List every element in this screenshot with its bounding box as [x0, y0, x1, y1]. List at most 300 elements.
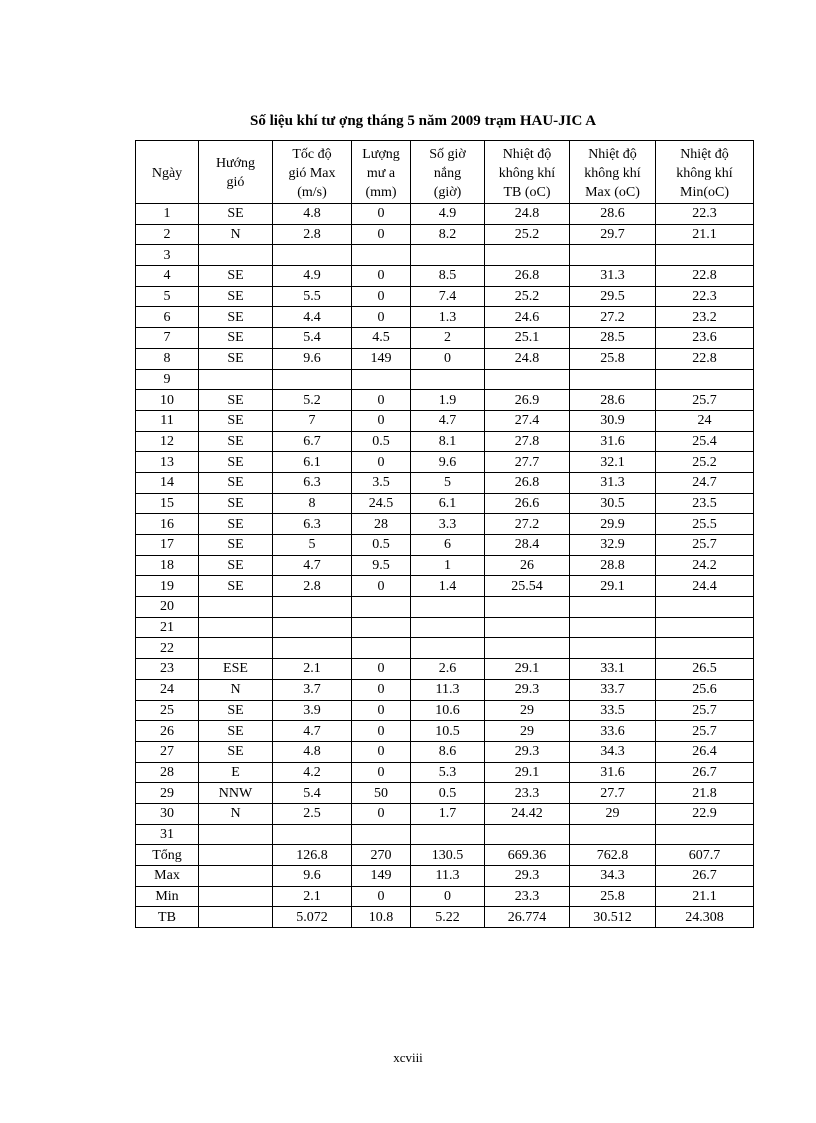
table-cell: 1 [411, 555, 485, 576]
table-cell: 27.7 [485, 452, 570, 473]
table-cell: 762.8 [570, 845, 656, 866]
table-cell: 29 [570, 803, 656, 824]
column-header-line: Nhiệt độ [588, 146, 637, 162]
table-cell: 9.6 [273, 348, 352, 369]
table-row [136, 514, 754, 535]
table-cell: 22 [136, 638, 199, 659]
table-cell: SE [199, 307, 273, 328]
table-cell [656, 638, 754, 659]
table-row [136, 286, 754, 307]
table-cell [485, 824, 570, 845]
table-cell: 24.8 [485, 204, 570, 225]
table-row [136, 576, 754, 597]
table-cell: 27.2 [485, 514, 570, 535]
table-cell: 1 [136, 204, 199, 225]
table-cell: N [199, 224, 273, 245]
table-cell: 5.4 [273, 783, 352, 804]
table-row [136, 741, 754, 762]
table-cell: SE [199, 721, 273, 742]
table-cell: 0 [352, 576, 411, 597]
table-cell [411, 617, 485, 638]
table-cell [656, 245, 754, 266]
table-cell: N [199, 803, 273, 824]
table-cell: 25 [136, 700, 199, 721]
table-cell: 0 [352, 679, 411, 700]
table-cell: 0 [352, 224, 411, 245]
column-header-line: không khí [584, 165, 641, 181]
table-cell [352, 597, 411, 618]
table-cell: 0 [352, 886, 411, 907]
table-cell: 29.3 [485, 679, 570, 700]
table-row [136, 783, 754, 804]
table-cell: 29.1 [485, 659, 570, 680]
table-cell: SE [199, 493, 273, 514]
table-row [136, 224, 754, 245]
table-cell: 6 [411, 535, 485, 556]
column-header-line: (m/s) [297, 184, 327, 200]
table-cell: 0 [352, 204, 411, 225]
table-cell: SE [199, 390, 273, 411]
table-cell: 25.7 [656, 700, 754, 721]
table-cell: 28.6 [570, 204, 656, 225]
table-cell: 28 [352, 514, 411, 535]
table-cell: 0 [352, 286, 411, 307]
table-cell: 3.3 [411, 514, 485, 535]
table-row [136, 555, 754, 576]
table-cell: 607.7 [656, 845, 754, 866]
table-cell: 27.2 [570, 307, 656, 328]
table-cell [485, 369, 570, 390]
table-row [136, 803, 754, 824]
page-number: xcviii [393, 1050, 423, 1065]
table-cell: 24.308 [656, 907, 754, 928]
column-header-line: Max (oC) [585, 184, 640, 200]
table-cell: 25.8 [570, 886, 656, 907]
table-cell: 12 [136, 431, 199, 452]
table-cell: 4.4 [273, 307, 352, 328]
table-cell [352, 369, 411, 390]
table-cell: 24.5 [352, 493, 411, 514]
column-header-line: (giờ) [433, 184, 462, 200]
table-row [136, 824, 754, 845]
table-cell: 0 [411, 886, 485, 907]
table-cell: 24 [656, 410, 754, 431]
table-cell [273, 824, 352, 845]
table-cell: 30.512 [570, 907, 656, 928]
table-row [136, 845, 754, 866]
table-cell: 0 [352, 700, 411, 721]
table-cell: 5.5 [273, 286, 352, 307]
table-cell: 0 [352, 741, 411, 762]
table-cell: 29 [485, 721, 570, 742]
table-cell: 5 [273, 535, 352, 556]
table-cell: 4.5 [352, 328, 411, 349]
table-cell: 9.6 [273, 866, 352, 887]
column-header [485, 141, 570, 204]
table-cell: 0 [352, 390, 411, 411]
table-cell: 29.3 [485, 741, 570, 762]
table-cell: 2.5 [273, 803, 352, 824]
table-cell: 24.42 [485, 803, 570, 824]
table-cell: 32.9 [570, 535, 656, 556]
table-cell: 4.7 [273, 555, 352, 576]
table-cell: 31.6 [570, 762, 656, 783]
table-cell: ESE [199, 659, 273, 680]
table-cell: 29.9 [570, 514, 656, 535]
table-row [136, 700, 754, 721]
table-cell: 4 [136, 266, 199, 287]
table-cell: 0 [352, 762, 411, 783]
table-cell: 15 [136, 493, 199, 514]
table-cell [352, 638, 411, 659]
table-cell: 6 [136, 307, 199, 328]
table-row [136, 721, 754, 742]
table-cell: 29.1 [570, 576, 656, 597]
table-row [136, 659, 754, 680]
table-cell: 31.3 [570, 266, 656, 287]
table-cell [273, 245, 352, 266]
table-cell: 5.4 [273, 328, 352, 349]
table-cell: 11 [136, 410, 199, 431]
table-cell [411, 369, 485, 390]
table-cell: 25.4 [656, 431, 754, 452]
table-cell: 16 [136, 514, 199, 535]
table-cell: 0.5 [352, 535, 411, 556]
table-cell: 28.5 [570, 328, 656, 349]
table-row [136, 535, 754, 556]
table-cell: 0.5 [352, 431, 411, 452]
table-cell: 3.7 [273, 679, 352, 700]
table-cell: 8.5 [411, 266, 485, 287]
table-cell: 3.9 [273, 700, 352, 721]
table-cell: 23.3 [485, 886, 570, 907]
table-row [136, 493, 754, 514]
table-cell [570, 617, 656, 638]
table-row [136, 886, 754, 907]
table-cell: 10.6 [411, 700, 485, 721]
table-cell: 4.9 [411, 204, 485, 225]
table-cell: 10.5 [411, 721, 485, 742]
table-cell: 26 [136, 721, 199, 742]
page-title: Số liệu khí tư ợng tháng 5 năm 2009 trạm HAU-JIC A [250, 113, 597, 129]
column-header-line: Ngày [151, 165, 183, 181]
column-header-line: mư a [366, 165, 396, 181]
table-cell: 5.2 [273, 390, 352, 411]
table-cell [273, 369, 352, 390]
column-header-line: TB (oC) [503, 184, 551, 200]
table-row [136, 307, 754, 328]
table-cell [485, 597, 570, 618]
table-cell: 0 [352, 266, 411, 287]
table-cell: 11.3 [411, 679, 485, 700]
table-cell: 6.1 [411, 493, 485, 514]
table-cell: 2.6 [411, 659, 485, 680]
table-cell: 6.3 [273, 472, 352, 493]
table-cell: 26.8 [485, 472, 570, 493]
table-cell: 0 [352, 410, 411, 431]
table-cell: 4.2 [273, 762, 352, 783]
table-cell: 33.5 [570, 700, 656, 721]
table-cell: N [199, 679, 273, 700]
table-cell: 21.1 [656, 224, 754, 245]
table-cell: 23.3 [485, 783, 570, 804]
table-cell [570, 597, 656, 618]
table-row [136, 328, 754, 349]
table-cell: 30.9 [570, 410, 656, 431]
table-cell: 0 [411, 348, 485, 369]
table-cell: 20 [136, 597, 199, 618]
table-cell: 21.8 [656, 783, 754, 804]
table-row [136, 679, 754, 700]
table-cell: 13 [136, 452, 199, 473]
table-cell [199, 845, 273, 866]
table-cell: 31.3 [570, 472, 656, 493]
table-cell [485, 638, 570, 659]
table-cell: 21 [136, 617, 199, 638]
table-cell: 25.2 [656, 452, 754, 473]
table-cell: 25.2 [485, 224, 570, 245]
table-cell: 31 [136, 824, 199, 845]
table-body [136, 204, 754, 928]
column-header-line: Số giờ [429, 146, 466, 162]
table-cell: Tổng [136, 845, 199, 866]
table-cell [485, 617, 570, 638]
table-cell: 2.8 [273, 224, 352, 245]
table-cell: 1.4 [411, 576, 485, 597]
table-cell [411, 824, 485, 845]
table-cell: SE [199, 286, 273, 307]
table-cell: 130.5 [411, 845, 485, 866]
table-cell: 4.8 [273, 741, 352, 762]
table-cell [570, 369, 656, 390]
table-cell [199, 866, 273, 887]
table-cell: 22.8 [656, 266, 754, 287]
table-cell [199, 617, 273, 638]
column-header-line: Tốc độ [292, 146, 332, 162]
table-cell: 26.5 [656, 659, 754, 680]
table-cell: 7 [273, 410, 352, 431]
table-cell: 18 [136, 555, 199, 576]
table-cell: 0.5 [411, 783, 485, 804]
table-cell: 34.3 [570, 741, 656, 762]
table-cell [199, 245, 273, 266]
table-cell: 669.36 [485, 845, 570, 866]
table-cell [273, 617, 352, 638]
table-cell: SE [199, 348, 273, 369]
table-row [136, 348, 754, 369]
table-header-row [136, 141, 754, 204]
table-cell: 25.7 [656, 721, 754, 742]
table-cell: 8 [136, 348, 199, 369]
table-cell: 25.7 [656, 390, 754, 411]
table-row [136, 617, 754, 638]
table-cell: 4.7 [273, 721, 352, 742]
table-cell: 26.7 [656, 762, 754, 783]
table-cell: SE [199, 431, 273, 452]
table-cell: TB [136, 907, 199, 928]
table-cell: 9.6 [411, 452, 485, 473]
table-cell: 0 [352, 452, 411, 473]
table-cell: 29 [485, 700, 570, 721]
table-cell: 27 [136, 741, 199, 762]
table-cell: 2.8 [273, 576, 352, 597]
table-cell [199, 597, 273, 618]
table-row [136, 866, 754, 887]
table-cell [199, 824, 273, 845]
table-cell: 5.072 [273, 907, 352, 928]
table-cell: 27.7 [570, 783, 656, 804]
table-cell: 28.8 [570, 555, 656, 576]
table-cell [656, 617, 754, 638]
table-cell [273, 597, 352, 618]
table-cell: 26.4 [656, 741, 754, 762]
table-cell [352, 245, 411, 266]
table-cell: SE [199, 576, 273, 597]
table-cell [411, 597, 485, 618]
table-cell: SE [199, 741, 273, 762]
table-cell: 1.7 [411, 803, 485, 824]
table-cell [273, 638, 352, 659]
column-header-line: Lượng [362, 146, 400, 162]
table-cell: 14 [136, 472, 199, 493]
table-cell: 25.5 [656, 514, 754, 535]
table-row [136, 266, 754, 287]
column-header-line: Hướng [215, 156, 256, 171]
table-row [136, 410, 754, 431]
table-cell: 7 [136, 328, 199, 349]
table-cell [199, 907, 273, 928]
table-cell: 22.9 [656, 803, 754, 824]
column-header-line: gió Max [288, 165, 336, 181]
table-cell: 24.4 [656, 576, 754, 597]
table-cell: 1.9 [411, 390, 485, 411]
table-cell: 126.8 [273, 845, 352, 866]
table-cell: 24.8 [485, 348, 570, 369]
table-cell: 4.9 [273, 266, 352, 287]
table-cell: 0 [352, 659, 411, 680]
table-cell: 29.1 [485, 762, 570, 783]
table-cell: SE [199, 328, 273, 349]
column-header-line: (mm) [365, 184, 397, 200]
table-row [136, 431, 754, 452]
table-cell [485, 245, 570, 266]
table-cell: 5 [136, 286, 199, 307]
table-cell: 19 [136, 576, 199, 597]
column-header [656, 141, 754, 204]
table-cell: 6.1 [273, 452, 352, 473]
table-row [136, 204, 754, 225]
table-cell: 22.8 [656, 348, 754, 369]
column-header-line: gió [226, 175, 245, 190]
column-header-line: Nhiệt độ [680, 146, 729, 162]
table-cell: SE [199, 555, 273, 576]
table-cell: 22.3 [656, 204, 754, 225]
table-cell [352, 824, 411, 845]
table-cell: 2 [411, 328, 485, 349]
table-cell: 8.2 [411, 224, 485, 245]
table-cell: 29.3 [485, 866, 570, 887]
table-cell [199, 369, 273, 390]
table-row [136, 472, 754, 493]
column-header-line: nắng [433, 165, 462, 181]
table-cell: 27.8 [485, 431, 570, 452]
table-cell: 33.6 [570, 721, 656, 742]
table-cell: 9.5 [352, 555, 411, 576]
table-cell: 26 [485, 555, 570, 576]
table-cell: 33.1 [570, 659, 656, 680]
table-cell: 11.3 [411, 866, 485, 887]
table-cell: Max [136, 866, 199, 887]
table-cell: 24.7 [656, 472, 754, 493]
table-cell: 10.8 [352, 907, 411, 928]
column-header [570, 141, 656, 204]
table-cell: SE [199, 452, 273, 473]
table-cell: 24 [136, 679, 199, 700]
column-header [411, 141, 485, 204]
table-cell: SE [199, 410, 273, 431]
table-cell: 23.2 [656, 307, 754, 328]
table-cell: 21.1 [656, 886, 754, 907]
table-cell: 26.8 [485, 266, 570, 287]
table-cell: 17 [136, 535, 199, 556]
table-cell: SE [199, 204, 273, 225]
table-cell: 8.1 [411, 431, 485, 452]
table-cell: SE [199, 700, 273, 721]
table-cell: 22.3 [656, 286, 754, 307]
column-header-line: Min(oC) [680, 184, 729, 200]
table-cell: 25.1 [485, 328, 570, 349]
table-row [136, 390, 754, 411]
table-cell: 0 [352, 307, 411, 328]
table-cell: 270 [352, 845, 411, 866]
table-cell: 2.1 [273, 886, 352, 907]
table-cell: SE [199, 535, 273, 556]
table-cell [570, 245, 656, 266]
table-cell: 6.3 [273, 514, 352, 535]
table-cell: 34.3 [570, 866, 656, 887]
table-cell [656, 824, 754, 845]
table-cell: 24.2 [656, 555, 754, 576]
table-cell: 24.6 [485, 307, 570, 328]
table-cell: 28 [136, 762, 199, 783]
table-cell: 0 [352, 803, 411, 824]
table-row [136, 245, 754, 266]
table-cell: 149 [352, 866, 411, 887]
table-cell [570, 638, 656, 659]
table-cell: 29.7 [570, 224, 656, 245]
table-cell [570, 824, 656, 845]
table-cell: 2.1 [273, 659, 352, 680]
table-row [136, 452, 754, 473]
table-cell: 149 [352, 348, 411, 369]
table-cell [411, 638, 485, 659]
table-cell: 26.6 [485, 493, 570, 514]
table-cell: 28.6 [570, 390, 656, 411]
table-cell: 27.4 [485, 410, 570, 431]
table-cell: 1.3 [411, 307, 485, 328]
table-cell: 26.9 [485, 390, 570, 411]
table-cell: 30 [136, 803, 199, 824]
column-header-line: Nhiệt độ [502, 146, 552, 162]
table-cell: 29.5 [570, 286, 656, 307]
table-cell: 5.22 [411, 907, 485, 928]
table-cell: 32.1 [570, 452, 656, 473]
table-cell: 31.6 [570, 431, 656, 452]
column-header-line: không khí [676, 165, 733, 181]
table-row [136, 762, 754, 783]
table-cell: 7.4 [411, 286, 485, 307]
table-cell: 50 [352, 783, 411, 804]
